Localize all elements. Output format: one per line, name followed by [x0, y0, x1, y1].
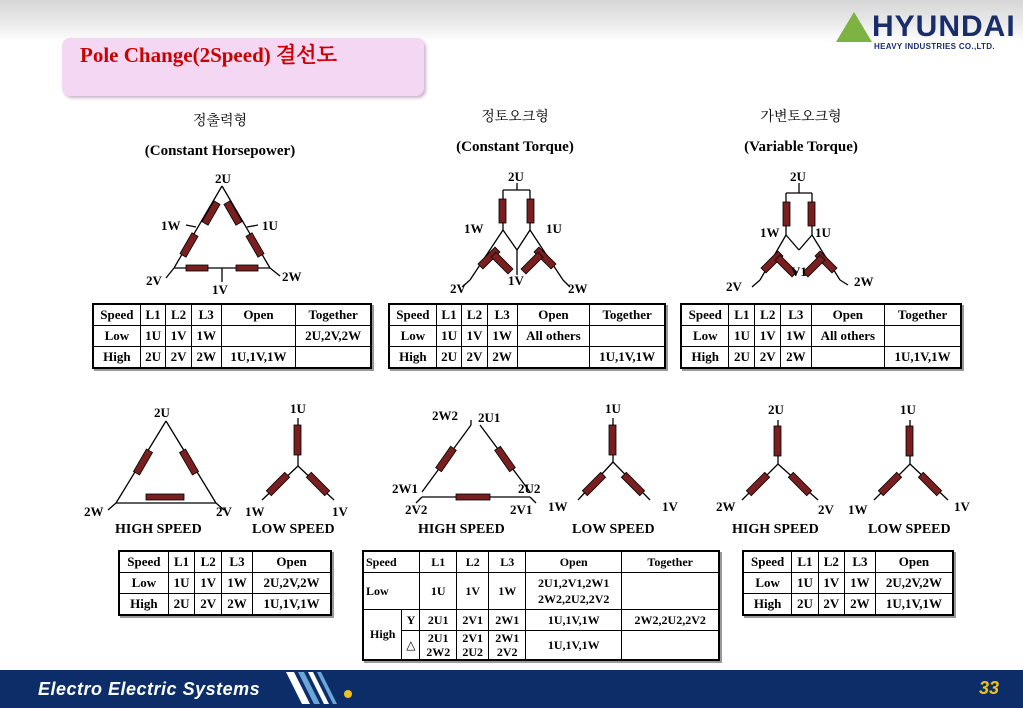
table-cell: 1V [755, 326, 781, 347]
table-constant-torque [388, 303, 666, 369]
table-cell: 1V [195, 573, 222, 594]
table-vt-two-winding [742, 550, 954, 616]
cell-line: 2W1 [495, 631, 520, 645]
caption-low-speed: LOW SPEED [252, 522, 335, 537]
table-cell: 1U,1V,1W [526, 610, 622, 631]
table-cell [622, 573, 719, 610]
table-cell [622, 631, 719, 661]
header-cell: L1 [168, 551, 195, 573]
table-row [363, 631, 719, 661]
table-row [389, 347, 665, 369]
section-1-korean: 정출력형 [192, 113, 248, 129]
label-1u: 1U [605, 401, 621, 416]
caption-low-speed: LOW SPEED [868, 522, 951, 537]
section-1-english: (Constant Horsepower) [144, 143, 296, 159]
table-cell [885, 326, 961, 347]
table-cell: 1U [436, 326, 461, 347]
label-2w: 2W [282, 269, 302, 284]
table-row [681, 326, 961, 347]
table-header-row [681, 304, 961, 326]
label-2w: 2W [716, 499, 736, 514]
label-2v: 2V [450, 281, 466, 296]
table-row [119, 573, 331, 594]
table-cell: 2W [191, 347, 221, 369]
table-cell: 2U [792, 594, 818, 616]
label-1w: 1W [548, 499, 568, 514]
table-constant-horsepower [92, 303, 372, 369]
table-cell: Low [681, 326, 729, 347]
header-cell: Open [811, 304, 885, 326]
label-2u1: 2U1 [478, 410, 501, 425]
header-cell: Open [875, 551, 953, 573]
label-2u2: 2U2 [518, 481, 541, 496]
label-1w: 1W [161, 218, 181, 233]
table-cell: 1U [420, 573, 457, 610]
table-cell: 1V [818, 573, 844, 594]
label-1v: 1V [332, 504, 348, 519]
label-2u: 2U [790, 169, 806, 184]
table-cell [296, 347, 371, 369]
label-1w: 1W [760, 225, 780, 240]
table-cell: 1U [729, 326, 755, 347]
table-cell: High [743, 594, 792, 616]
header-cell: L2 [462, 304, 487, 326]
table-cell: 2W1 [489, 610, 526, 631]
label-1w: 1W [464, 221, 484, 236]
label-1v: 1V [212, 282, 228, 297]
table-cell: 2U,2V,2W [253, 573, 331, 594]
section-3-english: (Variable Torque) [744, 139, 858, 155]
cell-line: 2U1,2V1,2W1 [538, 576, 610, 590]
table-row [743, 573, 953, 594]
header-cell: L3 [487, 304, 517, 326]
label-1v: 1V [954, 499, 970, 514]
table-row [681, 347, 961, 369]
table-cell: 1V [457, 573, 489, 610]
table-cell: 2U1 [420, 610, 457, 631]
table-cell: 1W [489, 573, 526, 610]
header-cell: L1 [436, 304, 461, 326]
table-cell: High [119, 594, 168, 616]
label-2v1: 2V1 [510, 502, 533, 517]
table-row [93, 347, 371, 369]
cell-line: 2V2 [496, 645, 518, 659]
table-row [363, 610, 719, 631]
caption-high-speed: HIGH SPEED [115, 522, 202, 537]
table-cell: 2U [729, 347, 755, 369]
table-cell: 2V [195, 594, 222, 616]
table-cell: Low [93, 326, 140, 347]
header-cell: L2 [818, 551, 844, 573]
header-cell: Open [253, 551, 331, 573]
table-header-row [93, 304, 371, 326]
table-cell: 2U,2V,2W [875, 573, 953, 594]
caption-low-speed: LOW SPEED [572, 522, 655, 537]
table-cell: 1U,1V,1W [221, 347, 296, 369]
label-2u: 2U [154, 405, 170, 420]
table-variable-torque [680, 303, 962, 369]
label-2u: 2U [508, 169, 524, 184]
table-header-row [363, 551, 719, 573]
label-1u: 1U [546, 221, 562, 236]
table-cell: 1U,1V,1W [875, 594, 953, 616]
table-cell: 1U,1V,1W [590, 347, 665, 369]
table-row [389, 326, 665, 347]
caption-high-speed: HIGH SPEED [732, 522, 819, 537]
table-cell: 2W [487, 347, 517, 369]
cell-line: 2V1 [462, 631, 484, 645]
header-cell: Together [885, 304, 961, 326]
table-row [119, 594, 331, 616]
header-cell: L2 [166, 304, 192, 326]
table-cell: 1U,1V,1W [526, 631, 622, 661]
header-cell: Speed [363, 551, 420, 573]
table-cell: 1U,1V,1W [253, 594, 331, 616]
label-2v: 2V [146, 273, 162, 288]
header-cell: L3 [781, 304, 811, 326]
footer-brand: Electro Electric Systems [38, 679, 261, 699]
header-cell: Open [517, 304, 590, 326]
label-1v: 1V [508, 273, 524, 288]
table-cell: 1W [487, 326, 517, 347]
table-cell: 2U,2V,2W [296, 326, 371, 347]
label-1v: 1V [662, 499, 678, 514]
page-title: Pole Change(2Speed) 결선도 [80, 43, 337, 67]
table-cell: 2V [818, 594, 844, 616]
header-cell: L2 [457, 551, 489, 573]
header-cell: Together [622, 551, 719, 573]
table-cell: All others [517, 326, 590, 347]
table-cell: Low [363, 573, 420, 610]
header-cell: L3 [191, 304, 221, 326]
table-cell: 1U [140, 326, 166, 347]
logo-name: HYUNDAI [872, 10, 1016, 43]
table-cell: High [681, 347, 729, 369]
table-cell [489, 631, 526, 661]
table-cell: 2U [168, 594, 195, 616]
label-1u: 1U [900, 402, 916, 417]
label-1w: 1W [245, 504, 265, 519]
label-v1: V1 [791, 264, 807, 279]
table-header-row [119, 551, 331, 573]
label-1u: 1U [290, 401, 306, 416]
table-cell: 1U,1V,1W [885, 347, 961, 369]
section-2-korean: 정토오크형 [481, 109, 549, 125]
header-cell: Speed [93, 304, 140, 326]
table-cell: 2V [462, 347, 487, 369]
table-cell: High [389, 347, 436, 369]
table-cell: 2W [221, 594, 252, 616]
caption-high-speed: HIGH SPEED [418, 522, 505, 537]
header-cell: Speed [743, 551, 792, 573]
header-cell: L1 [792, 551, 818, 573]
header-cell: L1 [140, 304, 166, 326]
cell-line: 2U2 [462, 645, 484, 659]
label-2v: 2V [818, 502, 834, 517]
label-2w1: 2W1 [392, 481, 418, 496]
table-cell: Y [402, 610, 420, 631]
header-cell: Open [221, 304, 296, 326]
table-cell: 2V [755, 347, 781, 369]
cell-line: 2U1 [427, 631, 449, 645]
label-2w2: 2W2 [432, 408, 458, 423]
table-row [743, 594, 953, 616]
header-cell: L2 [755, 304, 781, 326]
label-2w: 2W [854, 274, 874, 289]
footer-bar [0, 670, 1023, 708]
table-cell: 1V [166, 326, 192, 347]
header-cell: L2 [195, 551, 222, 573]
table-cell: 1W [781, 326, 811, 347]
table-cell: 1W [221, 573, 252, 594]
table-cell: 2U [140, 347, 166, 369]
header-cell: Open [526, 551, 622, 573]
label-1w: 1W [848, 502, 868, 517]
table-cell: 1V [462, 326, 487, 347]
section-2-english: (Constant Torque) [456, 139, 574, 155]
header-cell: Together [296, 304, 371, 326]
label-2u: 2U [768, 402, 784, 417]
header-cell: Speed [681, 304, 729, 326]
table-cell: 2V1 [457, 610, 489, 631]
section-3-korean: 가변토오크형 [760, 109, 842, 125]
table-ct-two-winding [362, 550, 720, 661]
label-2v: 2V [216, 504, 232, 519]
table-cell: All others [811, 326, 885, 347]
label-2w: 2W [84, 504, 104, 519]
label-2v: 2V [726, 279, 742, 294]
cell-line: 2W2,2U2,2V2 [538, 592, 610, 606]
page-number: 33 [978, 678, 999, 698]
table-cell [457, 631, 489, 661]
table-row [363, 573, 719, 610]
table-hp-two-winding [118, 550, 332, 616]
footer-stripes-icon [282, 666, 362, 708]
label-2u: 2U [215, 171, 231, 186]
table-header-row [389, 304, 665, 326]
label-1u: 1U [262, 218, 278, 233]
table-cell: 1W [844, 573, 875, 594]
table-cell: High [363, 610, 402, 661]
header-cell: Together [590, 304, 665, 326]
label-2w: 2W [568, 281, 588, 296]
table-cell: 2W2,2U2,2V2 [622, 610, 719, 631]
label-2v2: 2V2 [405, 502, 428, 517]
header-cell: Speed [119, 551, 168, 573]
table-row [93, 326, 371, 347]
table-cell [221, 326, 296, 347]
table-cell: 1U [792, 573, 818, 594]
table-cell [526, 573, 622, 610]
table-cell [517, 347, 590, 369]
header-cell: L3 [489, 551, 526, 573]
table-cell: 2W [844, 594, 875, 616]
table-cell: Low [119, 573, 168, 594]
table-cell: Low [743, 573, 792, 594]
header-cell: Speed [389, 304, 436, 326]
table-cell: 2U [436, 347, 461, 369]
table-cell: 2W [781, 347, 811, 369]
table-cell: High [93, 347, 140, 369]
table-cell: △ [402, 631, 420, 661]
header-cell: L3 [844, 551, 875, 573]
label-1u: 1U [815, 225, 831, 240]
table-cell: Low [389, 326, 436, 347]
table-cell: 1W [191, 326, 221, 347]
table-cell [420, 631, 457, 661]
table-cell: 1U [168, 573, 195, 594]
header-cell: L1 [420, 551, 457, 573]
header-cell: L3 [221, 551, 252, 573]
cell-line: 2W2 [426, 645, 451, 659]
table-cell [811, 347, 885, 369]
logo-subtitle: HEAVY INDUSTRIES CO.,LTD. [874, 42, 995, 51]
table-cell [590, 326, 665, 347]
table-header-row [743, 551, 953, 573]
table-cell: 2V [166, 347, 192, 369]
header-cell: L1 [729, 304, 755, 326]
